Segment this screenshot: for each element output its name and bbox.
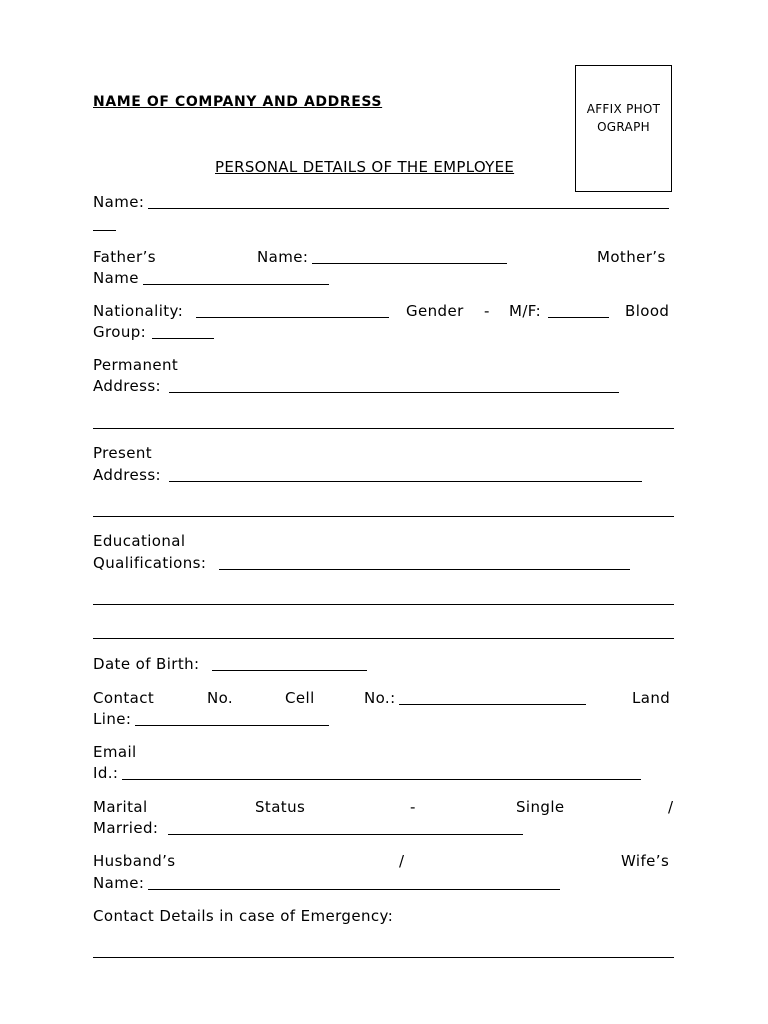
- mothers-name-field[interactable]: [143, 284, 329, 285]
- gender-field[interactable]: [548, 317, 609, 318]
- qualifications-field[interactable]: [219, 569, 630, 570]
- blood-label: Blood: [625, 302, 670, 320]
- land-line-field[interactable]: [135, 725, 329, 726]
- permanent-address-field[interactable]: [169, 392, 619, 393]
- status-word: Status: [255, 798, 306, 816]
- marital-dash: -: [410, 798, 416, 816]
- marital-status-field[interactable]: [168, 834, 523, 835]
- permanent-address-field-line2[interactable]: [93, 428, 674, 429]
- blood-group-field[interactable]: [152, 338, 214, 339]
- qualifications-label: Qualifications:: [93, 554, 207, 572]
- present-address-field-line2[interactable]: [93, 516, 674, 517]
- gender-dash: -: [484, 302, 490, 320]
- photo-box-label: AFFIX PHOTOGRAPH: [586, 102, 661, 134]
- name-label: Name:: [93, 193, 145, 211]
- qualifications-field-line2[interactable]: [93, 604, 674, 605]
- permanent-address-label: Address:: [93, 377, 161, 395]
- email-field[interactable]: [122, 779, 641, 780]
- cell-no-label: No.:: [364, 689, 396, 707]
- gender-label: Gender: [406, 302, 464, 320]
- dob-field[interactable]: [212, 670, 367, 671]
- email-id-label: Id.:: [93, 764, 119, 782]
- land-line-label: Line:: [93, 710, 132, 728]
- educational-label: Educational: [93, 532, 186, 550]
- present-address-field[interactable]: [169, 481, 642, 482]
- company-name-heading: NAME OF COMPANY AND ADDRESS: [93, 94, 383, 110]
- land-label: Land: [632, 689, 671, 707]
- married-label: Married:: [93, 819, 159, 837]
- blood-group-label: Group:: [93, 323, 147, 341]
- no-word: No.: [207, 689, 234, 707]
- name-field[interactable]: [148, 208, 669, 209]
- spouse-slash: /: [399, 852, 405, 870]
- mothers-name-label: Name: [93, 269, 139, 287]
- permanent-label: Permanent: [93, 356, 179, 374]
- marital-word: Marital: [93, 798, 148, 816]
- form-title: PERSONAL DETAILS OF THE EMPLOYEE: [215, 158, 515, 176]
- present-address-label: Address:: [93, 466, 161, 484]
- emergency-contact-label: Contact Details in case of Emergency:: [93, 907, 394, 925]
- fathers-label: Father’s: [93, 248, 157, 266]
- marital-slash: /: [668, 798, 674, 816]
- spouse-name-label: Name:: [93, 874, 145, 892]
- contact-word: Contact: [93, 689, 155, 707]
- husbands-word: Husband’s: [93, 852, 176, 870]
- name-field-continued[interactable]: [93, 230, 116, 231]
- spouse-name-field[interactable]: [148, 889, 560, 890]
- nationality-label: Nationality:: [93, 302, 184, 320]
- emergency-contact-field[interactable]: [93, 957, 674, 958]
- cell-word: Cell: [285, 689, 315, 707]
- fathers-name-label: Name:: [257, 248, 309, 266]
- fathers-name-field[interactable]: [312, 263, 507, 264]
- present-label: Present: [93, 444, 153, 462]
- dob-label: Date of Birth:: [93, 655, 200, 673]
- gender-mf-label: M/F:: [509, 302, 542, 320]
- wifes-word: Wife’s: [621, 852, 670, 870]
- qualifications-field-line3[interactable]: [93, 638, 674, 639]
- cell-no-field[interactable]: [399, 704, 586, 705]
- email-label: Email: [93, 743, 137, 761]
- nationality-field[interactable]: [196, 317, 389, 318]
- photo-box: [575, 65, 672, 192]
- mothers-label: Mother’s: [597, 248, 666, 266]
- single-word: Single: [516, 798, 565, 816]
